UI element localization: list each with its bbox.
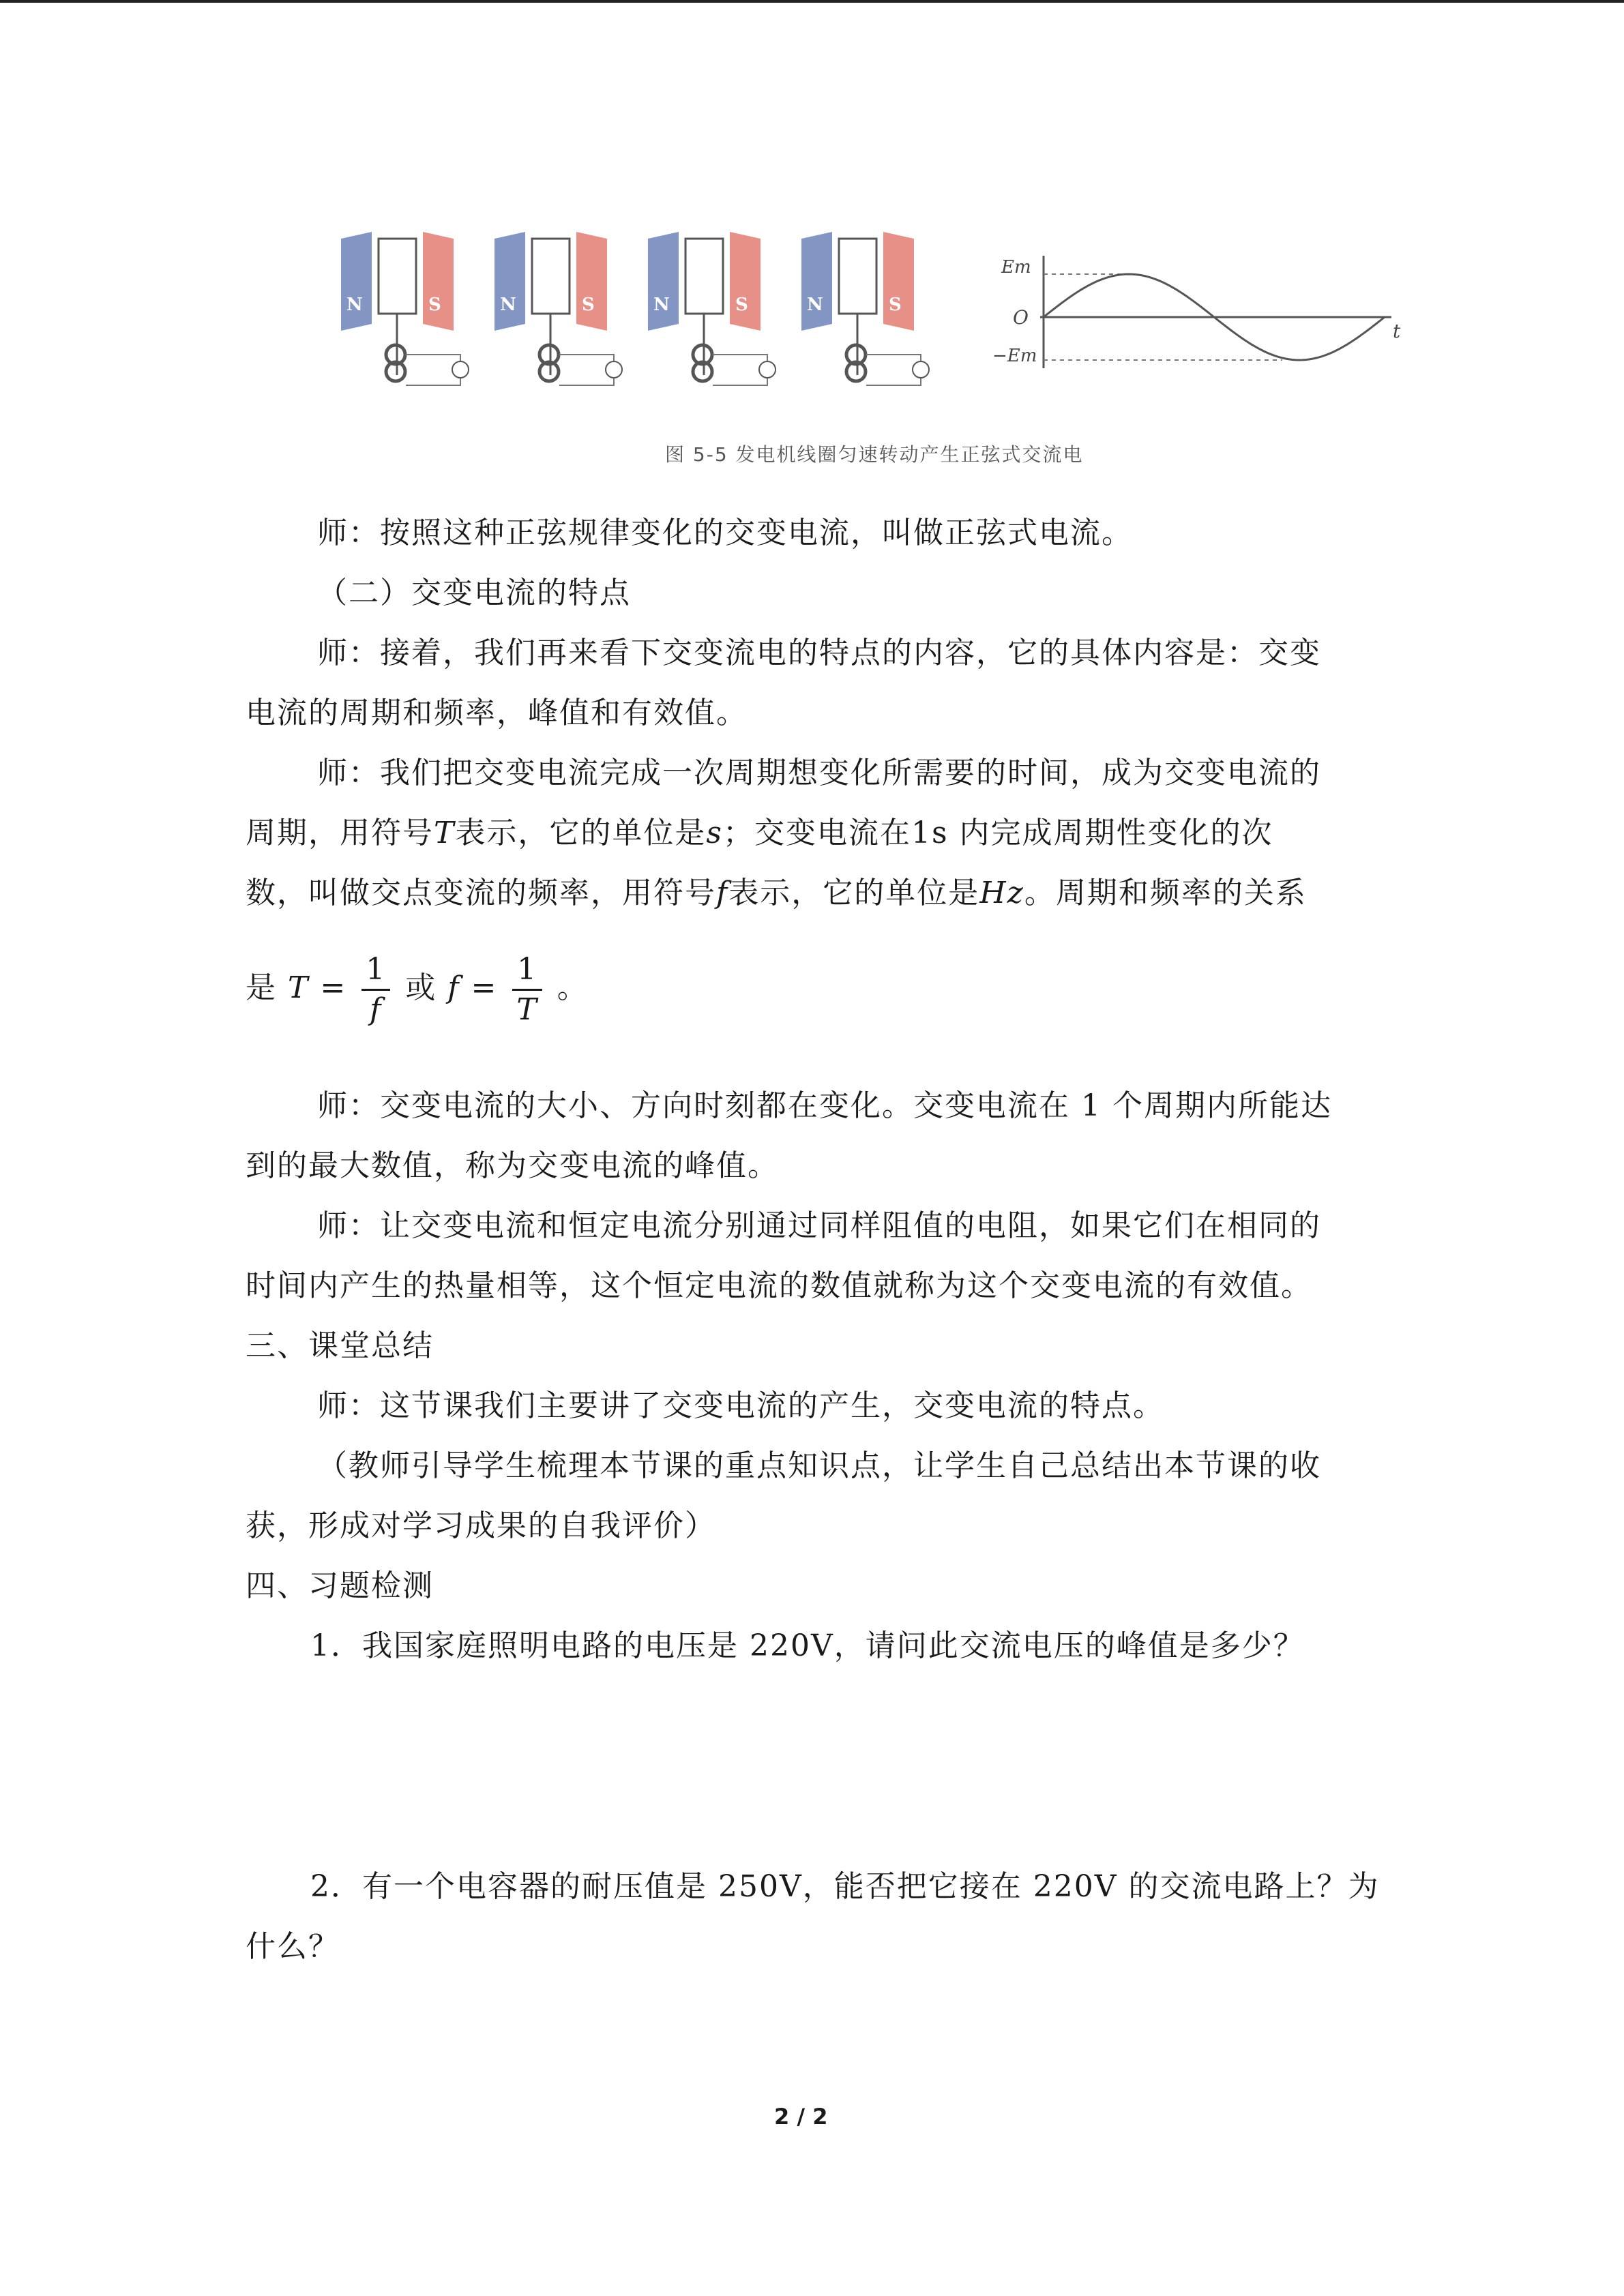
svg-text:S: S (428, 295, 441, 315)
generator-panels (341, 232, 929, 385)
numerator: 1 (512, 955, 542, 991)
generator-panel-2 (494, 232, 622, 385)
svg-text:S: S (582, 295, 595, 315)
symbol-f: f (716, 876, 729, 910)
generator-figure (327, 218, 1419, 443)
t-label: t (1393, 320, 1401, 342)
paragraph-4-line-1: 师：我们把交变电流完成一次周期想变化所需要的时间，成为交变电流的 (317, 756, 1321, 790)
text: 表示，它的单位是 (728, 876, 980, 910)
formula-T: T (288, 970, 310, 1005)
section-heading-3: 三、课堂总结 (246, 1328, 434, 1363)
generator-panel-4 (801, 232, 929, 385)
svg-text:N: N (807, 295, 823, 315)
sine-graph (992, 256, 1401, 368)
text: 周期，用符号 (246, 816, 434, 850)
generator-panel-1 (341, 232, 469, 385)
section-heading-4: 四、习题检测 (246, 1568, 434, 1603)
text: ；交变电流在1s 内完成周期性变化的次 (722, 816, 1273, 850)
svg-text:N: N (346, 295, 363, 315)
section-heading-2: （二）交变电流的特点 (317, 576, 631, 610)
fraction-1-over-f (361, 952, 390, 1027)
paragraph-1: 师：按照这种正弦规律变化的交变电流，叫做正弦式电流。 (317, 516, 1133, 550)
neg-em-label: −Em (992, 346, 1037, 366)
text: 。周期和频率的关系 (1024, 876, 1307, 910)
paragraph-3-line-2: 电流的周期和频率，峰值和有效值。 (246, 696, 748, 730)
paragraph-4-line-3 (246, 863, 1307, 923)
formula-eq: = (471, 970, 498, 1005)
numerator: 1 (361, 955, 390, 991)
symbol-hz: Hz (979, 876, 1024, 910)
page-number: 2 / 2 (774, 2104, 828, 2130)
paragraph-7: 师：这节课我们主要讲了交变电流的产生，交变电流的特点。 (317, 1388, 1164, 1423)
paragraph-8-line-1: （教师引导学生梳理本节课的重点知识点，让学生自己总结出本节课的收 (317, 1448, 1321, 1483)
figure-caption: 图 5-5 发电机线圈匀速转动产生正弦式交流电 (665, 443, 1084, 466)
symbol-s: s (706, 816, 723, 850)
svg-text:N: N (500, 295, 516, 315)
generator-panel-3 (648, 232, 776, 385)
symbol-T: T (434, 816, 456, 850)
question-2-line-1: 2．有一个电容器的耐压值是 250V，能否把它接在 220V 的交流电路上？为 (310, 1869, 1380, 1904)
formula-prefix: 是 (246, 970, 277, 1005)
paragraph-6-line-2: 时间内产生的热量相等，这个恒定电流的数值就称为这个交变电流的有效值。 (246, 1268, 1312, 1303)
origin-label: O (1013, 306, 1029, 329)
text: 表示，它的单位是 (455, 816, 707, 850)
denominator: T (516, 992, 538, 1027)
text: 数，叫做交点变流的频率，用符号 (246, 876, 716, 910)
denominator: f (370, 992, 383, 1027)
formula-f: f (447, 970, 460, 1005)
top-rule (0, 0, 1624, 3)
fraction-1-over-T (512, 952, 542, 1027)
svg-text:S: S (889, 295, 902, 315)
question-2-line-2: 什么？ (246, 1929, 340, 1964)
em-label: Em (1001, 257, 1031, 278)
formula-line (246, 952, 589, 1027)
svg-text:S: S (735, 295, 748, 315)
formula-eq: = (320, 970, 347, 1005)
question-1: 1．我国家庭照明电路的电压是 220V，请问此交流电压的峰值是多少？ (310, 1628, 1305, 1663)
paragraph-8-line-2: 获，形成对学习成果的自我评价） (246, 1508, 716, 1543)
formula-end: 。 (557, 970, 589, 1005)
paragraph-4-line-2 (246, 803, 1273, 863)
svg-text:N: N (653, 295, 670, 315)
paragraph-6-line-1: 师：让交变电流和恒定电流分别通过同样阻值的电阻，如果它们在相同的 (317, 1208, 1321, 1243)
paragraph-5-line-2: 到的最大数值，称为交变电流的峰值。 (246, 1148, 779, 1183)
paragraph-5-line-1: 师：交变电流的大小、方向时刻都在变化。交变电流在 1 个周期内所能达 (317, 1088, 1332, 1123)
paragraph-3-line-1: 师：接着，我们再来看下交变流电的特点的内容，它的具体内容是：交变 (317, 636, 1321, 670)
formula-or: 或 (405, 970, 437, 1005)
